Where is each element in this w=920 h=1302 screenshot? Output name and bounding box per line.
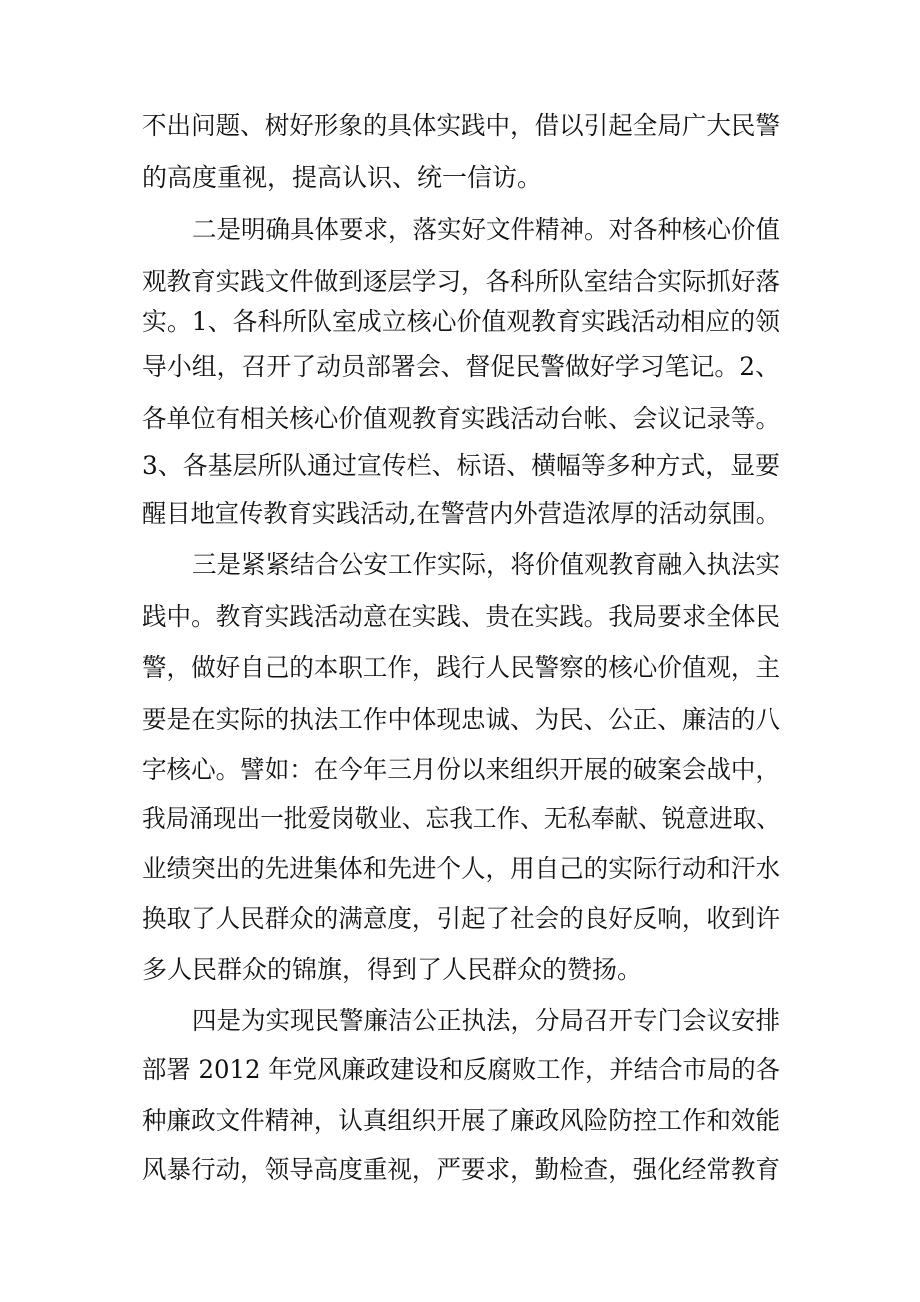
text-line (0, 106, 920, 146)
text-line (0, 648, 920, 688)
text-line (0, 849, 920, 889)
text-line (0, 158, 920, 198)
text-line (0, 950, 920, 990)
text-line (0, 597, 920, 637)
text-line (0, 399, 920, 439)
line-text: 业绩突出的先进集体和先进个人，用自己的实际行动和汗水 (142, 854, 780, 883)
line-text: 多人民群众的锦旗，得到了人民群众的赞扬。 (142, 955, 643, 984)
line-text: 风暴行动，领导高度重视，严要求，勤检查，强化经常教育 (142, 1155, 780, 1184)
text-line (0, 347, 920, 387)
line-text: 种廉政文件精神，认真组织开展了廉政风险防控工作和效能 (142, 1106, 780, 1135)
text-line (0, 494, 920, 534)
line-text: 醒目地宣传教育实践活动,在警营内外营造浓厚的活动氛围。 (142, 499, 781, 528)
line-text: 各单位有相关核心价值观教育实践活动台帐、会议记录等。 (142, 404, 780, 433)
text-line (0, 1050, 920, 1090)
text-line (0, 1001, 920, 1041)
text-line (0, 899, 920, 939)
line-text: 三是紧紧结合公安工作实际，将价值观教育融入执法实 (192, 550, 781, 579)
line-text: 践中。教育实践活动意在实践、贵在实践。我局要求全体民 (142, 602, 780, 631)
line-text: 观教育实践文件做到逐层学习，各科所队室结合实际抓好落 (142, 267, 780, 296)
line-text: 的高度重视，提高认识、统一信访。 (142, 163, 543, 192)
line-text: 二是明确具体要求，落实好文件精神。对各种核心价值 (192, 215, 781, 244)
text-line (0, 210, 920, 250)
text-line (0, 799, 920, 839)
line-text: 换取了人民群众的满意度，引起了社会的良好反响，收到许 (142, 904, 780, 933)
line-text: 警，做好自己的本职工作，践行人民警察的核心价值观，主 (142, 653, 780, 682)
text-line (0, 750, 920, 790)
text-line (0, 302, 920, 342)
line-text: 部署 2012 年党风廉政建设和反腐败工作，并结合市局的各 (142, 1055, 780, 1084)
text-line (0, 1150, 920, 1190)
line-text: 导小组，召开了动员部署会、督促民警做好学习笔记。2、 (142, 352, 780, 381)
line-text: 3、各基层所队通过宣传栏、标语、横幅等多种方式，显要 (142, 451, 780, 480)
text-line (0, 545, 920, 585)
line-text: 要是在实际的执法工作中体现忠诚、为民、公正、廉洁的八 (142, 705, 780, 734)
text-line (0, 262, 920, 302)
line-text: 不出问题、树好形象的具体实践中，借以引起全局广大民警 (142, 111, 780, 140)
text-line (0, 446, 920, 486)
line-text: 四是为实现民警廉洁公正执法，分局召开专门会议安排 (192, 1006, 781, 1035)
line-text: 字核心。譬如：在今年三月份以来组织开展的破案会战中， (142, 755, 780, 784)
text-line (0, 1101, 920, 1141)
line-text: 实。1、各科所队室成立核心价值观教育实践活动相应的领 (142, 307, 780, 336)
text-line (0, 700, 920, 740)
line-text: 我局涌现出一批爱岗敬业、忘我工作、无私奉献、锐意进取、 (142, 804, 781, 833)
